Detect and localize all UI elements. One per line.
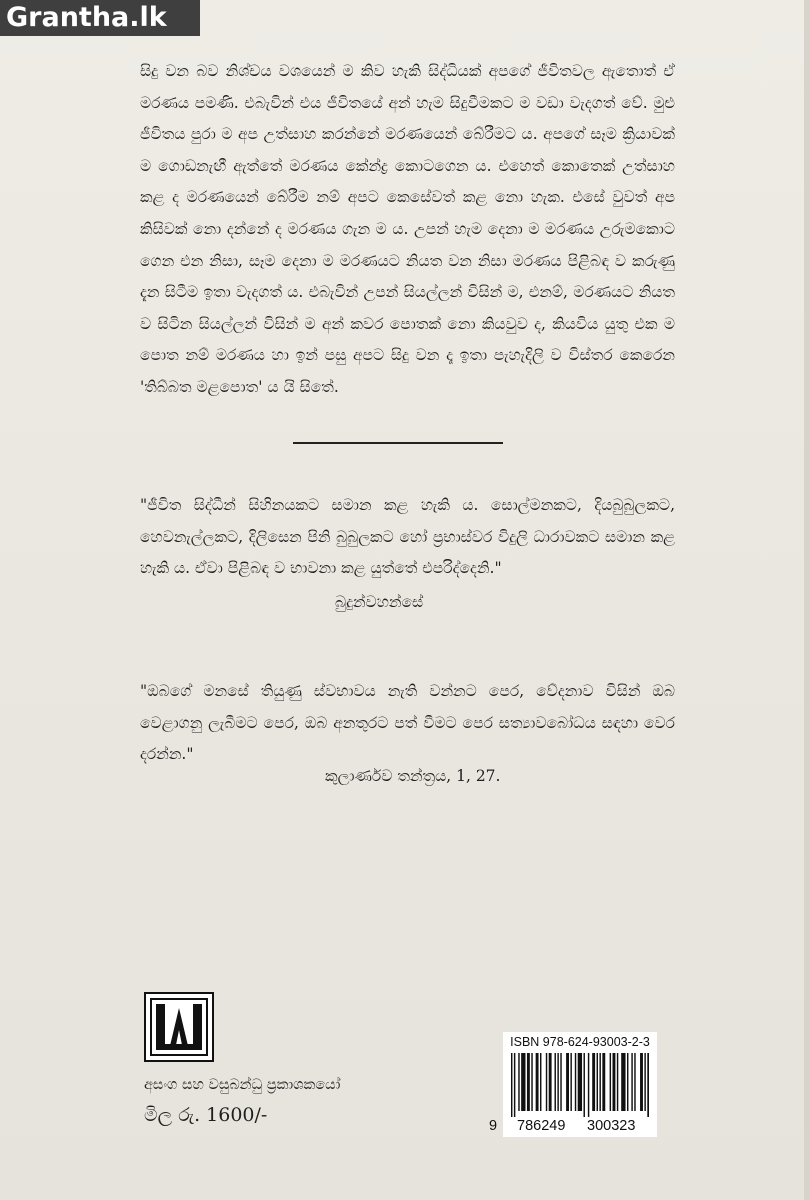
barcode-digit-group2: 300323 xyxy=(587,1118,636,1134)
barcode-bar xyxy=(644,1053,645,1111)
barcode-bar xyxy=(578,1053,582,1111)
barcode-bar xyxy=(511,1053,512,1117)
barcode-bar xyxy=(584,1053,585,1117)
barcode-bar xyxy=(640,1053,643,1111)
publisher-logo-icon xyxy=(144,992,214,1062)
barcode-bar xyxy=(540,1053,541,1111)
barcode-bar xyxy=(521,1053,525,1111)
divider-line xyxy=(293,442,503,444)
barcode-bar xyxy=(647,1053,649,1117)
barcode-bar xyxy=(631,1053,632,1111)
barcode-bar xyxy=(570,1053,571,1111)
barcode-bar xyxy=(566,1053,569,1111)
barcode-bar xyxy=(531,1053,532,1111)
quote-kularnava-attribution: කුලාර්ණව තන්ත්‍රය, 1, 27. xyxy=(325,767,501,785)
barcode-bar xyxy=(610,1053,611,1111)
barcode-bar xyxy=(627,1053,628,1111)
page-edge xyxy=(804,0,810,1200)
barcode xyxy=(489,1032,657,1137)
barcode-bar xyxy=(592,1053,595,1111)
blurb-paragraph: සිදු වන බව නිශ්චය වශයෙන් ම කිව හැකි සිද්ධියක් අපගේ ජීවිතවල ඇතොත් ඒ මරණය පමණි. එබැවින් එය ජීවිතයේ අන් හැම සිදුවීමකට ම වඩා වැදගත් වේ. මුළු ජීවිතය පුරා ම අප උත්සාහ කරන්නේ මරණයෙන් බේරීමට ය. අපගේ සෑම ක්‍රියාවක් ම ගොඩනැඟී ඇත්තේ මරණය කේන්ද්‍ර කොටගෙන ය. එහෙත් කොතෙක් උත්සාහ කළ ද මරණයෙන් බේරීම නම් අපට කෙසේවත් කළ නො හැක. එසේ වුවත් අප කිසිවක් නො දන්නේ ද මරණය ගැන ම ය. උපන් හැම දෙනා ම මරණය උරුමකොට ගෙන එන නිසා, සෑම දෙනා ම මරණයට නියත වන නිසා මරණය පිළිබඳ ව කරුණු දැන සිටීම ඉතා වැදගත් ය. එබැවින් උපන් සියල්ලන් විසින් ම, එනම්, මරණයට නියත ව සිටින සියල්ලන් විසින් ම අන් කවර පොතක් නො කියවුව ද, කියවිය යුතු එක ම පොත නම් මරණය හා ඉන් පසු අපට සිදු වන දෑ ඉතා පැහැදිලි ව විස්තර කෙරෙන 'තිබ්බත මළපොත' ය යි සිතේ. xyxy=(140,62,675,396)
barcode-bar xyxy=(613,1053,616,1111)
isbn-label: ISBN 978-624-93003-2-3 xyxy=(510,1035,650,1049)
barcode-bar xyxy=(575,1053,576,1111)
publisher-name: අසංග සහ වසුබන්ධු ප්‍රකාශකයෝ xyxy=(144,1077,341,1093)
quote-buddha: "ජීවිත සිද්ධීන් සිහිනයකට සමාන කළ හැකි ය. සොල්මනකට, දියබුබුලකට, හෙවනැල්ලකට, දිලිසෙන පිනි බුබුලකට හෝ ප්‍රභාස්වර විදුලි ධාරාවකට සමාන කළ හැකි ය. ඒවා පිළිබඳ ව භාවනා කළ යුත්තේ එපරිද්දෙනි." xyxy=(140,496,675,578)
watermark-label: Grantha.lk xyxy=(0,0,200,36)
barcode-bar xyxy=(588,1053,589,1117)
barcode-bar xyxy=(599,1053,600,1111)
barcode-bars xyxy=(511,1053,649,1117)
barcode-bar xyxy=(536,1053,539,1111)
barcode-bar xyxy=(602,1053,605,1111)
barcode-bar xyxy=(597,1053,598,1111)
barcode-bar xyxy=(527,1053,530,1111)
barcode-digit-group1: 786249 xyxy=(517,1118,566,1134)
quote-buddha-attribution: බුදුන්වහන්සේ xyxy=(335,593,424,611)
barcode-bar xyxy=(617,1053,618,1111)
barcode-bar xyxy=(634,1053,635,1111)
barcode-bar xyxy=(546,1053,547,1111)
barcode-bar xyxy=(560,1053,561,1111)
barcode-digit-first: 9 xyxy=(489,1118,498,1134)
barcode-bar xyxy=(555,1053,556,1111)
barcode-bar xyxy=(514,1053,515,1117)
barcode-bar xyxy=(549,1053,552,1111)
barcode-bar xyxy=(621,1053,625,1111)
quote-kularnava: "ඔබගේ මනසේ තියුණු ස්වභාවය නැති වන්නට පෙර, වේදනාව විසින් ඔබ වෙළාගනු ලැබීමට පෙර, ඔබ අනතුරට පත් වීමට පෙර සත්‍යාවබෝධය සඳහා වෙර දරන්න." xyxy=(140,682,675,764)
barcode-bar xyxy=(518,1053,519,1111)
barcode-bar xyxy=(557,1053,558,1111)
price-label: මිල රු. 1600/- xyxy=(144,1104,268,1126)
